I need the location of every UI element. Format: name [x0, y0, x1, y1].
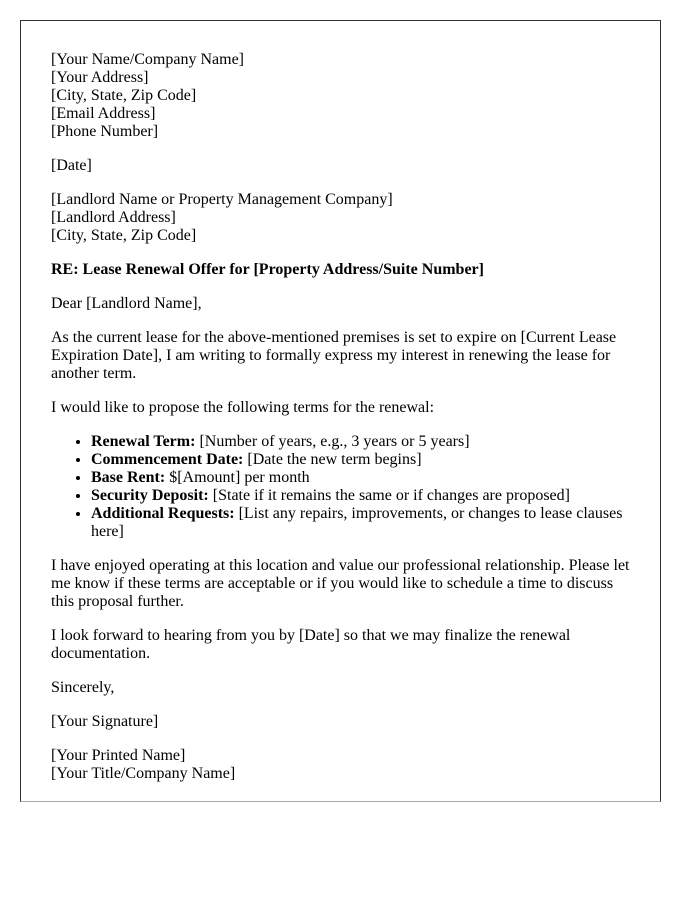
recipient-line: [Landlord Name or Property Management Company] [51, 191, 393, 208]
subject-line: RE: Lease Renewal Offer for [Property Address/Suite Number] [51, 261, 484, 278]
recipient-block [51, 191, 630, 245]
salutation: Dear [Landlord Name], [51, 295, 202, 312]
terms-list [51, 433, 630, 541]
term-item [91, 487, 630, 505]
term-text: [List any repairs, improvements, or changes to lease clauses here] [91, 505, 623, 540]
term-label: Base Rent: [91, 469, 166, 486]
term-label: Security Deposit: [91, 487, 209, 504]
signoff-line: [Your Printed Name] [51, 747, 186, 764]
signoff-block [51, 747, 630, 783]
term-text: [Date the new term begins] [243, 451, 422, 468]
term-label: Renewal Term: [91, 433, 196, 450]
term-item [91, 451, 630, 469]
sender-line: [Email Address] [51, 105, 156, 122]
terms-lead-paragraph: I would like to propose the following terms for the renewal: [51, 399, 435, 416]
sender-line: [Phone Number] [51, 123, 159, 140]
sender-line: [City, State, Zip Code] [51, 87, 197, 104]
letter-page [20, 20, 661, 802]
followup-paragraph: I look forward to hearing from you by [Date] so that we may finalize the renewal documentation. [51, 627, 571, 662]
signoff-line: [Your Title/Company Name] [51, 765, 236, 782]
recipient-line: [City, State, Zip Code] [51, 227, 197, 244]
term-label: Additional Requests: [91, 505, 235, 522]
term-text: $[Amount] per month [165, 469, 310, 486]
term-label: Commencement Date: [91, 451, 244, 468]
intro-paragraph: As the current lease for the above-mentioned premises is set to expire on [Current Lease Expiration Date], I am writing to formally express my interest in renewing the lease for another term. [51, 329, 617, 382]
signature-placeholder: [Your Signature] [51, 713, 159, 730]
term-item [91, 433, 630, 451]
term-item [91, 469, 630, 487]
term-text: [State if it remains the same or if changes are proposed] [208, 487, 570, 504]
relationship-paragraph: I have enjoyed operating at this location and value our professional relationship. Please let me know if these terms are acceptable or if you would like to schedule a time to discuss this proposal further. [51, 557, 630, 610]
sender-line: [Your Address] [51, 69, 149, 86]
term-text: [Number of years, e.g., 3 years or 5 years] [195, 433, 470, 450]
recipient-line: [Landlord Address] [51, 209, 176, 226]
closing-line: Sincerely, [51, 679, 115, 696]
sender-line: [Your Name/Company Name] [51, 51, 245, 68]
date-line: [Date] [51, 157, 92, 174]
sender-block [51, 51, 630, 141]
term-item [91, 505, 630, 541]
